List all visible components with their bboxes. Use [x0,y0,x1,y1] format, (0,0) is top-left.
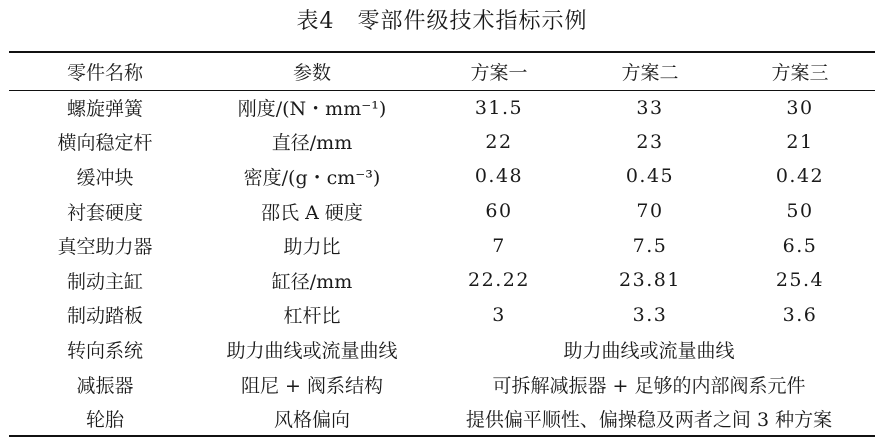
table-row [9,298,875,333]
merged-value-cell: 提供偏平顺性、偏操稳及两者之间 3 种方案 [423,401,875,436]
parameter-cell: 助力曲线或流量曲线 [226,339,398,362]
table-row [9,263,875,298]
spec-table [9,51,875,437]
part-name-cell: 横向稳定杆 [57,132,153,155]
parameter-cell: 直径/mm [271,132,353,155]
plan-3-cell: 50 [786,200,814,223]
plan-3-cell: 21 [786,130,814,153]
table-row [9,332,875,367]
part-name-cell: 制动踏板 [66,305,143,328]
table-row [9,401,875,436]
part-name-cell: 转向系统 [66,339,143,362]
plan-1-cell: 22 [485,130,513,153]
parameter-cell: 阻尼 + 阀系结构 [241,374,383,397]
merged-value-cell: 可拆解减振器 + 足够的内部阀系元件 [492,374,806,397]
plan-1-cell: 22.22 [468,269,530,292]
table-row [9,159,875,194]
plan-3-cell: 25.4 [775,269,825,292]
part-name-cell: 衬套硬度 [66,201,143,224]
header-row [9,52,875,90]
header-plan-1: 方案一 [423,52,575,90]
parameter-cell: 邵氏 A 硬度 [261,201,363,224]
table-caption: 表4 零部件级技术指标示例 [296,9,588,34]
plan-2-cell: 33 [636,96,664,119]
part-name-cell: 螺旋弹簧 [66,98,143,121]
header-plan-3: 方案三 [725,52,875,90]
plan-2-cell: 0.45 [625,165,675,188]
header-parameter: 参数 [201,52,423,90]
plan-2-cell: 23.81 [619,269,681,292]
part-name-cell: 缓冲块 [76,166,134,189]
part-name-cell: 制动主缸 [66,270,143,293]
plan-1-cell: 7 [492,234,506,257]
parameter-cell: 杠杆比 [283,305,341,328]
header-part-name: 零件名称 [9,52,201,90]
part-name-cell: 减振器 [76,374,134,397]
parameter-cell: 刚度/(N・mm⁻¹) [237,98,387,121]
parameter-cell: 密度/(g・cm⁻³) [243,166,381,189]
plan-3-cell: 3.6 [782,303,818,326]
table-row [9,228,875,263]
table-row [9,125,875,160]
part-name-cell: 轮胎 [9,401,201,436]
plan-2-cell: 7.5 [632,234,668,257]
table-row [9,90,875,125]
plan-2-cell: 3.3 [632,303,668,326]
parameter-cell: 助力比 [283,236,341,259]
plan-2-cell: 70 [636,200,664,223]
plan-3-cell: 30 [786,96,814,119]
parameter-cell: 缸径/mm [271,270,353,293]
part-name-cell: 真空助力器 [57,236,153,259]
table-row [9,194,875,229]
plan-3-cell: 0.42 [775,165,825,188]
header-plan-2: 方案二 [575,52,725,90]
plan-1-cell: 0.48 [474,165,524,188]
table-row [9,367,875,402]
plan-1-cell: 31.5 [474,96,524,119]
parameter-cell: 风格偏向 [201,401,423,436]
plan-3-cell: 6.5 [782,234,818,257]
plan-1-cell: 60 [485,200,513,223]
plan-1-cell: 3 [492,303,506,326]
plan-2-cell: 23 [636,130,664,153]
merged-value-cell: 助力曲线或流量曲线 [563,339,735,362]
